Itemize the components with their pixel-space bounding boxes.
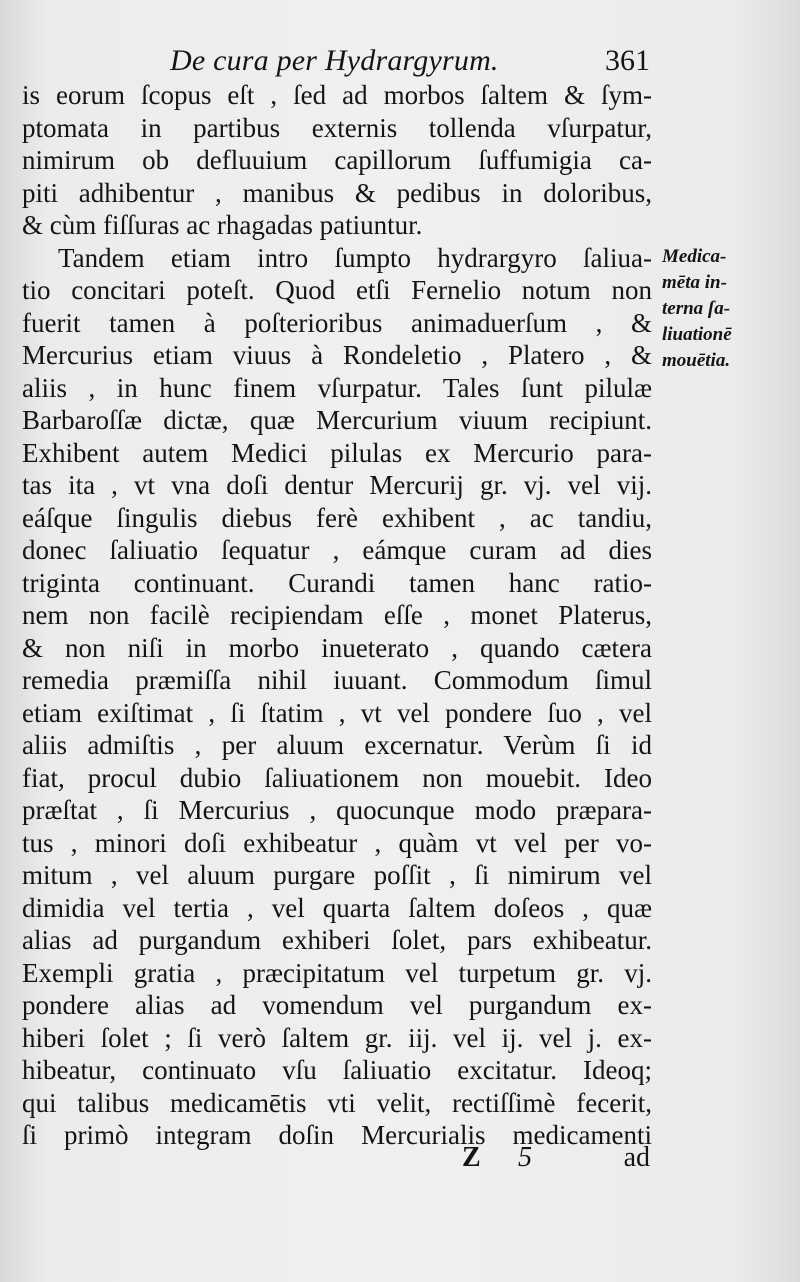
text-line: piti adhibentur , manibus & pedibus in doloribus, — [22, 177, 652, 208]
text-line: hiberi ſolet ; ſi verò ſaltem gr. iij. vel ij. vel j. ex- — [22, 1022, 652, 1053]
text-line: hibeatur, continuato vſu ſaliuatio excitatur. Ideoq; — [22, 1055, 652, 1085]
marginal-note-line: mēta in- — [662, 272, 727, 293]
text-line: mitum , vel aluum purgare poſſit , ſi nimirum vel — [22, 860, 652, 890]
text-line: Exhibent autem Medici pilulas ex Mercurio para- — [22, 437, 652, 468]
text-line: qui talibus medicamētis vti velit, rectiſſimè fecerit, — [22, 1087, 652, 1118]
page-footer — [450, 1142, 650, 1182]
marginal-note-line: terna ſa- — [662, 298, 731, 319]
signature-mark: Z — [462, 1142, 481, 1173]
text-line: nem non facilè recipiendam eſſe , monet Platerus, — [22, 600, 652, 630]
text-line: nimirum ob defluuium capillorum ſuffumigia ca- — [22, 145, 652, 175]
text-line: Tandem etiam intro ſumpto hydrargyro ſaliua- — [58, 242, 652, 273]
text-line: tio concitari poteſt. Quod etſi Fernelio notum non — [22, 275, 652, 305]
text-line: Mercurius etiam viuus à Rondeletio , Platero , & — [22, 340, 652, 370]
text-line: fuerit tamen à poſterioribus animaduerſum , & — [22, 307, 652, 338]
text-line: triginta continuant. Curandi tamen hanc ratio- — [22, 567, 652, 598]
text-line: tas ita , vt vna doſi dentur Mercurij gr. vj. vel vij. — [22, 470, 652, 500]
text-line: ſi primò integram doſin Mercurialis medicamenti — [22, 1120, 652, 1150]
marginal-note — [662, 244, 792, 374]
page-header — [170, 44, 650, 84]
text-line: dimidia vel tertia , vel quarta ſaltem doſeos , quæ — [22, 892, 652, 923]
text-line: etiam exiſtimat , ſi ſtatim , vt vel pondere ſuo , vel — [22, 697, 652, 728]
text-line: aliis , in hunc finem vſurpatur. Tales ſunt pilulæ — [22, 372, 652, 403]
text-line: fiat, procul dubio ſaliuationem non mouebit. Ideo — [22, 762, 652, 793]
text-line: Barbaroſſæ dictæ, quæ Mercurium viuum recipiunt. — [22, 405, 652, 435]
body-text — [22, 79, 652, 1152]
text-line: aliis admiſtis , per aluum excernatur. Verùm ſi id — [22, 730, 652, 760]
text-line: & non niſi in morbo inueterato , quando cætera — [22, 632, 652, 663]
text-line: Exempli gratia , præcipitatum vel turpetum gr. vj. — [22, 957, 652, 988]
text-line: præſtat , ſi Mercurius , quocunque modo præpara- — [22, 795, 652, 825]
text-line: remedia præmiſſa nihil iuuant. Commodum ſimul — [22, 665, 652, 695]
marginal-note-line: mouētia. — [662, 350, 731, 371]
text-line: alias ad purgandum exhiberi ſolet, pars exhibeatur. — [22, 925, 652, 955]
text-line: ptomata in partibus externis tollenda vſurpatur, — [22, 112, 652, 143]
running-title: De cura per Hydrargyrum. — [170, 44, 499, 77]
text-line: & cùm fiſſuras ac rhagadas patiuntur. — [22, 210, 423, 240]
text-line: eáſque ſingulis diebus ferè exhibent , ac tandiu, — [22, 502, 652, 533]
catchword: ad — [623, 1142, 650, 1173]
marginal-note-line: liuationē — [662, 324, 732, 345]
marginal-note-line: Medica- — [662, 246, 727, 267]
text-line: tus , minori doſi exhibeatur , quàm vt vel per vo- — [22, 827, 652, 858]
signature-number: 5 — [518, 1142, 532, 1173]
text-line: is eorum ſcopus eſt , ſed ad morbos ſaltem & ſym- — [22, 80, 652, 110]
page-number: 361 — [605, 44, 650, 77]
text-line: pondere alias ad vomendum vel purgandum ex- — [22, 990, 652, 1020]
text-line: donec ſaliuatio ſequatur , eámque curam ad dies — [22, 535, 652, 565]
